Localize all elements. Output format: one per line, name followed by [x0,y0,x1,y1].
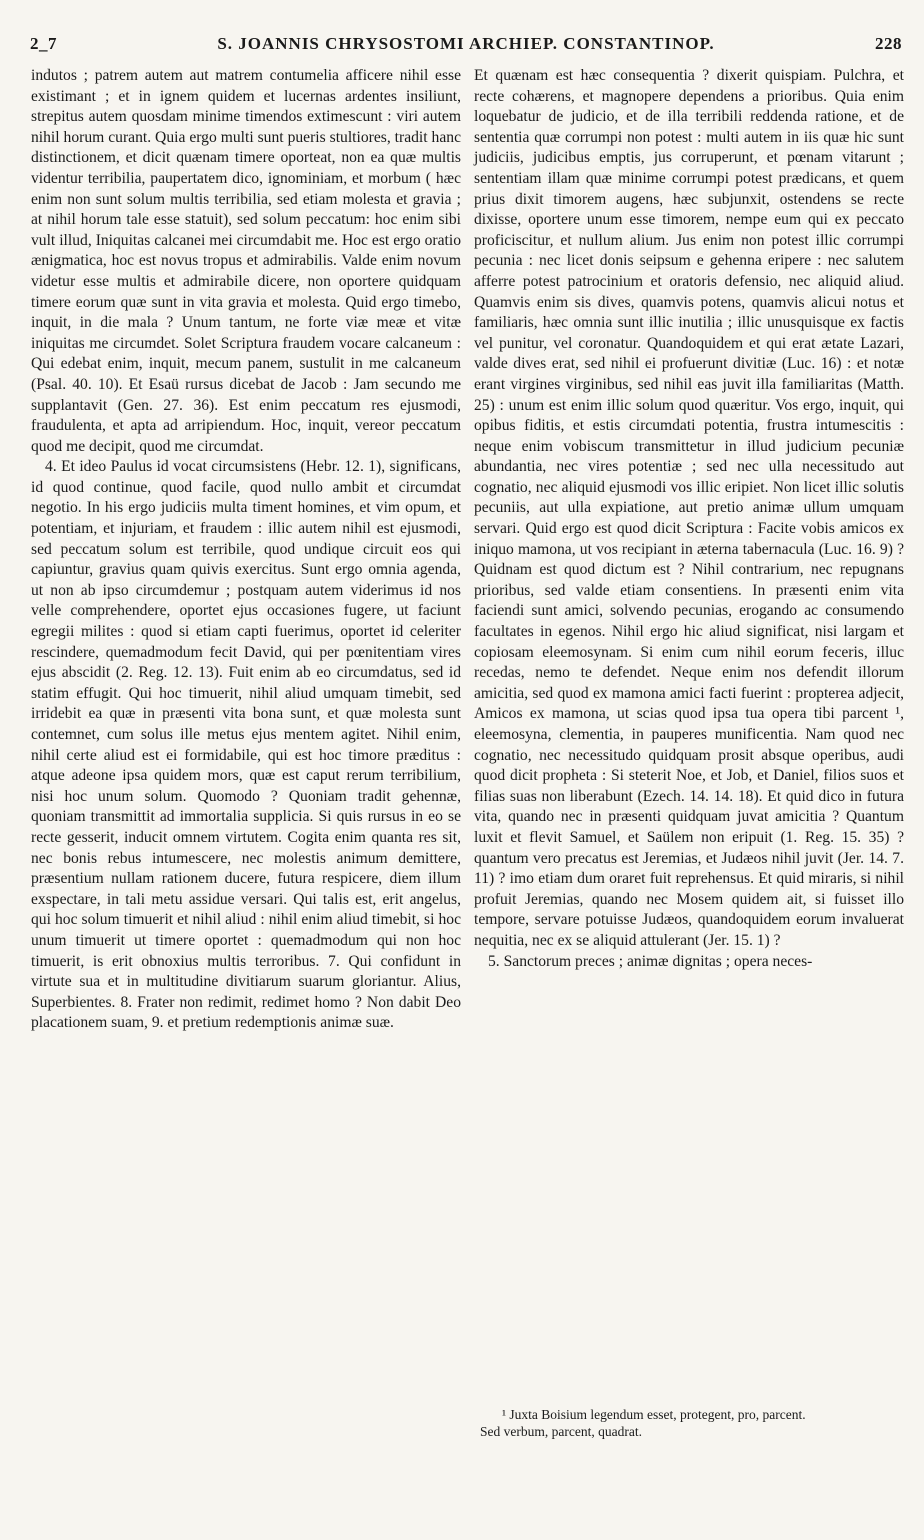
running-title: S. JOANNIS CHRYSOSTOMI ARCHIEP. CONSTANTINOP. [217,34,715,53]
left-column [31,66,461,1034]
left-paragraph-1: indutos ; patrem autem aut matrem contumelia afficere nihil esse existimant ; et in ignem quidem et lucernas ardentes insiliunt, strepitus autem quosdam minime timendos extimescunt : viri autem nihil horum curant. Quia ergo multi sunt pueris stultiores, tradit hanc distinctionem, et dicit quænam timere oporteat, non ea quæ multis videntur terribilia, paupertatem dico, ignominiam, et morbum ( hæc enim non sunt solum multis terribilia, sed etiam molesta et gravia ; at nihil horum tale esse statuit), sed solum peccatum: hoc enim sibi vult illud, Iniquitas calcanei mei circumdabit me. Hoc est ergo oratio ænigmatica, hoc est novus tropus et admirabilis. Valde enim novum videtur esse multis et admirabile dicere, non oportere quidquam timere eorum quæ sunt in vita gravia et molesta. Quid ergo timebo, inquit, in die mala ? Unum tantum, ne forte viæ meæ et vitæ iniquitas me circumdet. Solet Scriptura fraudem vocare calcaneum : Qui edebat enim, inquit, mecum panem, sustulit in me calcaneum (Psal. 40. 10). Et Esaü rursus dicebat de Jacob : Jam secundo me supplantavit (Gen. 27. 36). Est enim peccatum res ejusmodi, fraudulenta, et apta ad arripiendum. Hoc, inquit, vereor peccatum quod me decipit, quod me circumdat. [31,67,461,455]
page-number-left: 2_7 [30,34,57,53]
right-paragraph-1: Et quænam est hæc consequentia ? dixerit quispiam. Pulchra, et recte cohærens, et magnopere dependens a prioribus. Quia enim loquebatur de judicio, et de illa terribili reddenda ratione, et de sententia quæ corrumpi non potest : multi autem in iis quæ hic sunt judiciis, judicibus emptis, jus corruperunt, et pœnam vitarunt ; sententiam illam quæ minime corrumpi potest prædicans, et quem prius dixit timorem augens, hæc subjunxit, ostendens se recte dixisse, oportere unum esse timorem, nempe eum qui ex peccato proficiscitur, et nullum alium. Jus enim non potest illic corrumpi pecunia : nec licet donis seipsum e gehenna eripere : nec salutem afferre potest patrocinium et oratoris defensio, nec aliquid aliud. Quamvis enim sis dives, quamvis potens, quamvis alicui notus et familiaris, hæc omnia sunt illic inutilia ; illic unusquisque ex factis vel punitur, vel coronatur. Quandoquidem et qui erat ætate Lazari, valde dives erat, sed nihil ei profuerunt divitiæ (Luc. 16) : et notæ erant virgines virginibus, sed nihil eas juvit illa familiaritas (Matth. 25) : unum est enim illic solum quod quæritur. Vos ergo, inquit, qui opibus fiditis, et estis circumdati potentia, frustra intumescitis : neque enim vobiscum transmittetur in illud judicium pecuniæ abundantia, nec vires potentiæ ; sed nec ulla necessitudo aut cognatio, nec aliquid ejusmodi vos illic eripiet. Non licet illic solutis pecuniis, aut ulla expiatione, aut pretio animæ ullum umquam servari. Quid ergo est quod dicit Scriptura : Facite vobis amicos ex iniquo mamona, ut vos recipiant in æterna tabernacula (Luc. 16. 9) ? Quidnam est quod dictum est ? Nihil contrarium, nec repugnans prioribus, sed valde etiam consentiens. In præsenti enim vita faciendi sunt amici, solvendo pecunias, erogando ac consumendo facultates in egenos. Nihil ergo hic aliud significat, nisi largam et copiosam eleemosynam. Si enim cum nihil eorum feceris, illuc recedas, nemo te defendet. Neque enim nos defendit illorum amicitia, sed quod ex mamona amici facti fuerint : propterea adjecit, Amicos ex mamona, ut scias quod ipsa tua opera tibi parcent ¹, eleemosyna, clementia, in pauperes munificentia. Nam quod nec cognatio, nec necessitudo quidquam prosit absque operibus, audi quod dicit propheta : Si steterit Noe, et Job, et Daniel, filios suos et filias suas non liberabunt (Ezech. 14. 14. 18). Et quid dico in futura vita, quando nec in præsenti quidquam juvat amicitia ? Quantum luxit et flevit Samuel, et Saülem non eripuit (1. Reg. 15. 35) ? quantum vero precatus est Jeremias, et Judæos nihil juvit (Jer. 14. 7. 11) ? imo etiam dum oraret fuit reprehensus. Et quid miraris, si nihil profuit Jeremias, quando nec Mosem quidem ait, si fuisset illo tempore, servare potuisse Judæos, quandoquidem eorum invaluerat nequitia, nec ex se aliquid attulerant (Jer. 15. 1) ? [474,67,904,949]
right-column [474,66,904,972]
right-paragraph-2: 5. Sanctorum preces ; animæ dignitas ; opera neces- [488,952,813,970]
page-header [30,34,902,54]
page-number-right: 228 [875,34,902,53]
footnote-line-2: Sed verbum, parcent, quadrat. [480,1424,642,1439]
footnote-line-1: ¹ Juxta Boisium legendum esset, protegent, pro, parcent. [502,1407,806,1422]
left-paragraph-2: 4. Et ideo Paulus id vocat circumsistens (Hebr. 12. 1), significans, id quod continue, quod facile, quod nullo ambit et circumdat negotio. In his ergo judiciis multa timent homines, et vim opum, et potentiam, et injuriam, et fraudem : illic autem nihil est ejusmodi, sed peccatum solum est terribile, quod undique circuit eos qui capiuntur, gravius quam quivis exercitus. Sunt ergo omnia agenda, ut non ab ipso circumdemur ; postquam autem viderimus id nos velle comprehendere, oportet ejus occasiones fugere, ut faciunt egregii milites : quod si etiam capti fuerimus, oportet id celeriter rescindere, quemadmodum fecit David, qui per pœnitentiam vires ejus abscidit (2. Reg. 12. 13). Fuit enim ab eo circumdatus, sed id statim effugit. Qui hoc timuerit, nihil aliud umquam timebit, sed irridebit ea quæ in præsenti vita bona sunt, et quæ molesta sunt contemnet, cum solus ille metus ejus mentem agitet. Nihil enim, nihil certe aliud est ei formidabile, qui est hoc timore præditus : atque adeone ipsa quidem mors, quæ est caput rerum terribilium, nisi hoc unum solum. Quomodo ? Quoniam tradit gehennæ, quoniam transmittit ad immortalia supplicia. Si quis rursus in eo se recte gesserit, inducit omnem virtutem. Cogita enim quanta res sit, nec bonis rebus intumescere, nec molestis animum demittere, præsentium nullam rationem ducere, futura respicere, diem illum exspectare, in tali metu assidue versari. Qui talis est, erit angelus, qui hoc solum timuerit et nihil aliud : nihil enim aliud timebit, si hoc unum timuerit ut timere oportet : quemadmodum qui non hoc timuerit, is erit obnoxius multis terroribus. 7. Qui confidunt in virtute sua et in multitudine divitiarum suarum gloriantur. Alius, Superbientes. 8. Frater non redimit, redimet homo ? Non dabit Deo placationem suam, 9. et pretium redemptionis animæ suæ. [31,458,461,1032]
footnote [480,1406,900,1440]
